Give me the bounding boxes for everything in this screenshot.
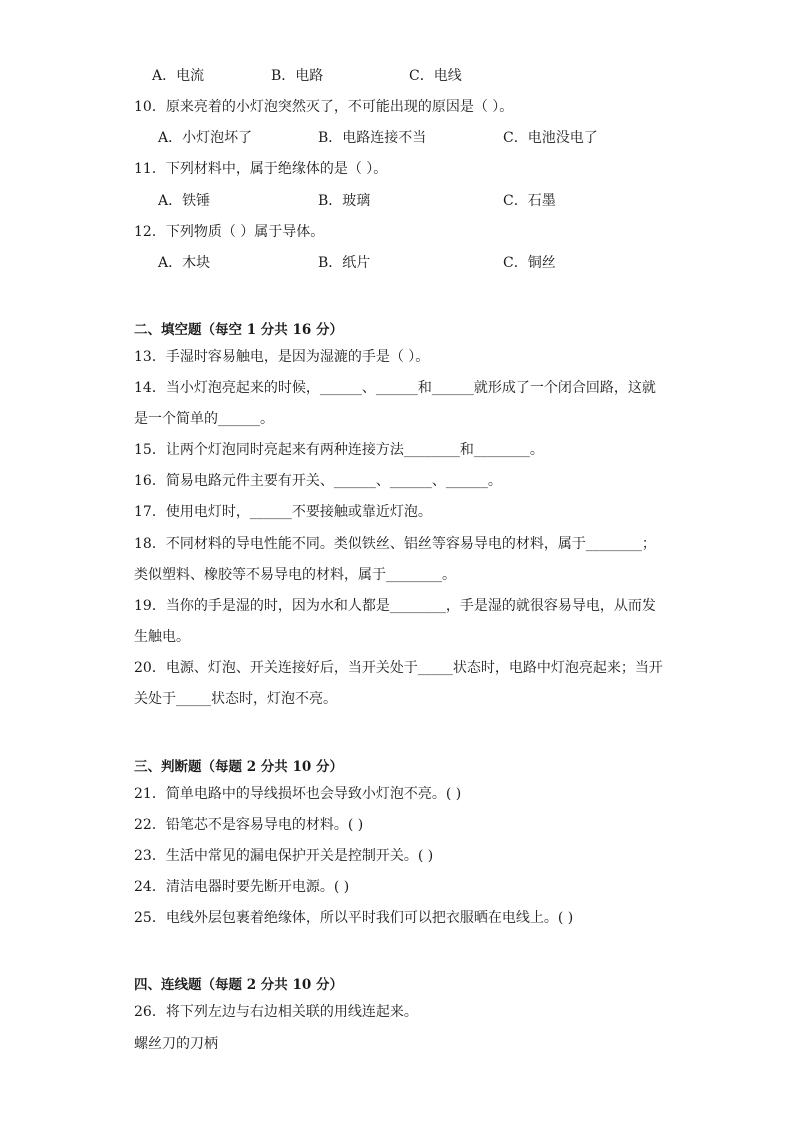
q11-option-a[interactable]: A．铁锤 [158,193,211,209]
question-11: 11．下列材料中，属于绝缘体的是（ ）。 [134,161,388,177]
question-12: 12．下列物质（ ）属于导体。 [134,224,325,240]
q9-option-a[interactable]: A．电流 [152,68,205,84]
question-14-line-2: 是一个简单的______。 [134,411,274,427]
q12-option-c[interactable]: C．铜丝 [503,255,556,271]
question-20-line-2: 关处于_____状态时，灯泡不亮。 [134,691,337,707]
question-22: 22．铅笔芯不是容易导电的材料。( ) [134,817,364,833]
question-19-line-2: 生触电。 [134,629,190,645]
question-23: 23．生活中常见的漏电保护开关是控制开关。( ) [134,848,434,864]
question-20-line-1: 20．电源、灯泡、开关连接好后，当开关处于_____状态时，电路中灯泡亮起来；当开 [134,660,663,676]
question-17: 17．使用电灯时，______不要接触或靠近灯泡。 [134,504,432,520]
q11-option-c[interactable]: C．石墨 [503,193,556,209]
question-21: 21．简单电路中的导线损坏也会导致小灯泡不亮。( ) [134,786,462,802]
question-26: 26．将下列左边与右边相关联的用线连起来。 [134,1004,418,1020]
q10-option-c[interactable]: C．电池没电了 [503,130,598,146]
question-14-line-1: 14．当小灯泡亮起来的时候，______、______和______就形成了一个闭合回路，这就 [134,380,656,396]
section-3-title: 三、判断题（每题 2 分共 10 分） [134,759,343,775]
question-19-line-1: 19．当你的手是湿的时，因为水和人都是________，手是湿的就很容易导电，从而发 [134,598,656,614]
question-24: 24．清洁电器时要先断开电源。( ) [134,879,350,895]
question-15: 15．让两个灯泡同时亮起来有两种连接方法________和________。 [134,442,544,458]
section-2-title: 二、填空题（每空 1 分共 16 分） [134,322,343,338]
question-16: 16．简易电路元件主要有开关、______、______、______。 [134,473,502,489]
question-18-line-2: 类似塑料、橡胶等不易导电的材料，属于________。 [134,567,456,583]
section-4-title: 四、连线题（每题 2 分共 10 分） [134,977,343,993]
q11-option-b[interactable]: B．玻璃 [318,193,371,209]
q9-option-c[interactable]: C．电线 [409,68,462,84]
question-18-line-1: 18．不同材料的导电性能不同。类似铁丝、铝丝等容易导电的材料，属于________； [134,536,656,552]
q10-option-a[interactable]: A．小灯泡坏了 [158,130,253,146]
question-10: 10．原来亮着的小灯泡突然灭了，不可能出现的原因是（ ）。 [134,99,514,115]
question-13: 13．手湿时容易触电，是因为湿漉的手是（ ）。 [134,349,430,365]
matching-item-1[interactable]: 螺丝刀的刀柄 [134,1036,218,1052]
q10-option-b[interactable]: B．电路连接不当 [318,130,427,146]
question-25: 25．电线外层包裹着绝缘体，所以平时我们可以把衣服晒在电线上。( ) [134,910,574,926]
q12-option-b[interactable]: B．纸片 [318,255,371,271]
q12-option-a[interactable]: A．木块 [158,255,211,271]
q9-option-b[interactable]: B．电路 [271,68,324,84]
